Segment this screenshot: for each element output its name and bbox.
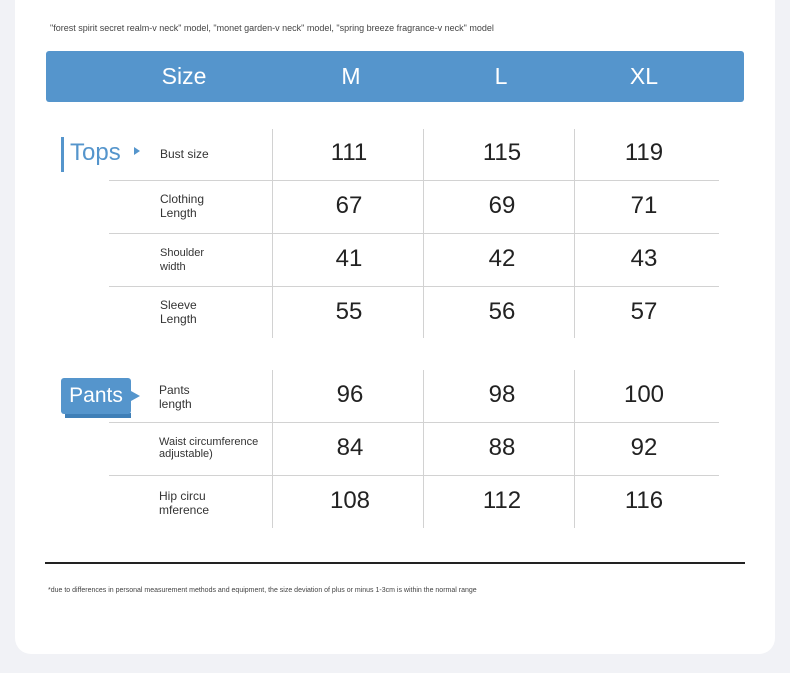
size-header-xl: XL (629, 63, 659, 89)
value-l: 69 (488, 192, 516, 219)
value-m: 111 (330, 139, 368, 166)
table-divider (109, 286, 719, 287)
size-header-m: M (341, 63, 361, 89)
table-divider (272, 370, 273, 528)
value-m: 41 (335, 245, 363, 272)
table-divider (574, 370, 575, 528)
value-l: 88 (488, 434, 516, 461)
pants-section-label: Pants (61, 378, 131, 414)
value-m: 55 (335, 298, 363, 325)
table-divider (423, 370, 424, 528)
value-m: 84 (336, 434, 364, 461)
pants-arrow-icon (131, 391, 140, 401)
table-divider (109, 422, 719, 423)
value-l: 98 (488, 381, 516, 408)
table-divider (109, 475, 719, 476)
value-l: 56 (488, 298, 516, 325)
footer-divider (45, 562, 745, 564)
size-header-l: L (494, 63, 508, 89)
models-note: "forest spirit secret realm-v neck" model, "monet garden-v neck" model, "spring breeze fragrance-v neck" model (50, 23, 494, 33)
tops-section-label: Tops (61, 137, 121, 172)
row-label-waist-circumference: Waist circumference adjustable) (159, 436, 259, 460)
row-label-shoulder-width: Shoulder width (160, 247, 205, 273)
value-l: 112 (482, 487, 522, 514)
row-label-sleeve-length: Sleeve Length (160, 298, 197, 326)
value-xl: 43 (630, 245, 658, 272)
footnote: *due to differences in personal measurement methods and equipment, the size deviation of plus or minus 1-3cm is within the normal range (48, 587, 477, 594)
value-xl: 92 (630, 434, 658, 461)
value-xl: 116 (624, 487, 664, 514)
row-label-pants-length: Pants length (159, 383, 192, 411)
value-m: 108 (329, 487, 371, 514)
value-xl: 100 (623, 381, 665, 408)
table-divider (109, 233, 719, 234)
value-l: 115 (482, 139, 522, 166)
value-xl: 71 (630, 192, 658, 219)
row-label-clothing-length: Clothing Length (160, 192, 205, 220)
value-xl: 57 (630, 298, 658, 325)
row-label-hip-circumference: Hip circu mference (159, 489, 210, 517)
row-label-bust-size: Bust size (160, 147, 209, 161)
value-m: 96 (336, 381, 364, 408)
size-header-label: Size (161, 63, 207, 89)
value-xl: 119 (624, 139, 664, 166)
tops-arrow-icon (134, 147, 140, 155)
size-header-bar (46, 51, 744, 102)
value-l: 42 (488, 245, 516, 272)
value-m: 67 (335, 192, 363, 219)
table-divider (109, 180, 719, 181)
